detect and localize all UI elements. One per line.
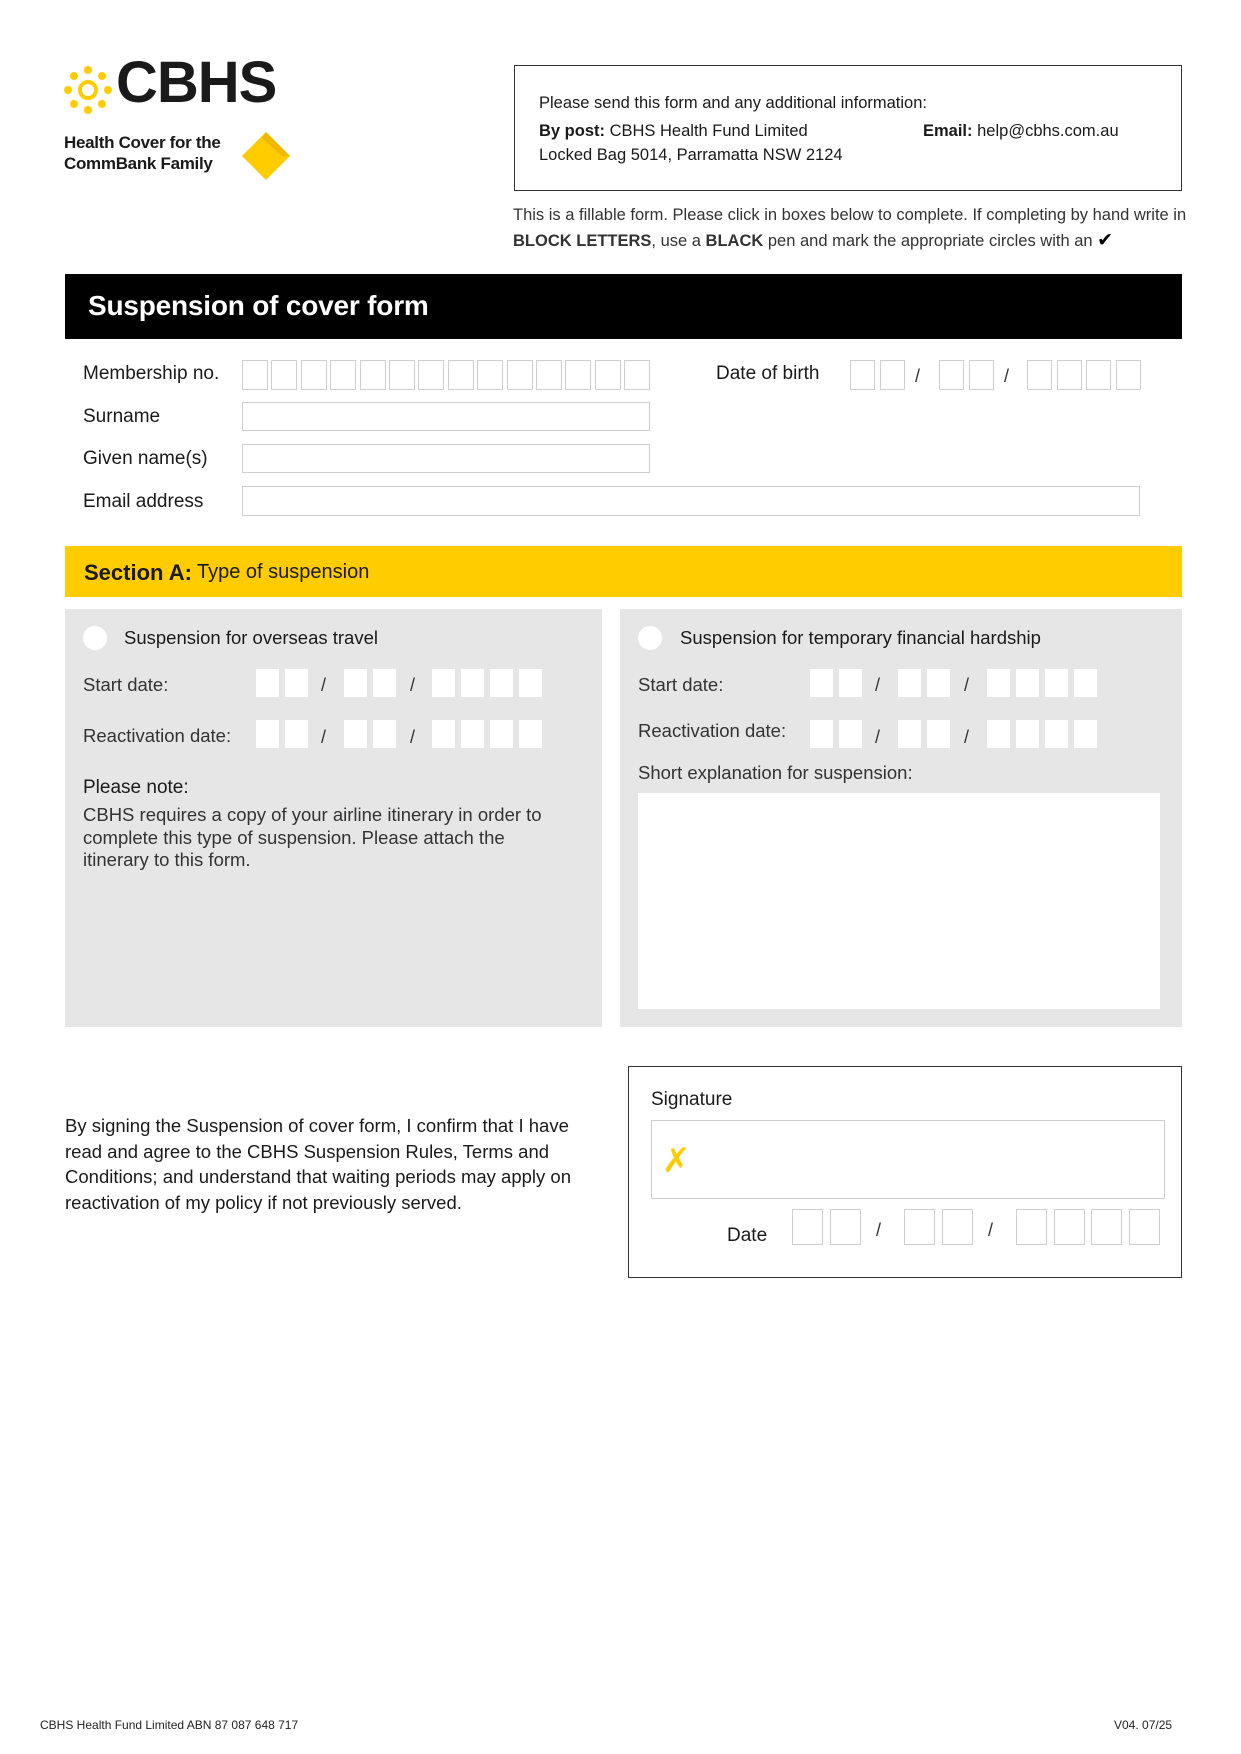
instructions-text-3: pen and mark the appropriate circles with an — [763, 232, 1098, 250]
given-names-input[interactable] — [242, 444, 650, 473]
signature-date-year-box[interactable] — [1054, 1209, 1085, 1245]
hardship-start-year-box[interactable] — [1016, 669, 1039, 697]
membership-digit-box[interactable] — [418, 360, 444, 390]
date-separator: / — [321, 727, 327, 747]
sun-icon — [64, 66, 112, 114]
post-label: By post: — [539, 122, 605, 140]
dob-label: Date of birth — [716, 363, 820, 384]
contact-post — [539, 122, 808, 141]
hardship-reactivation-year-box[interactable] — [987, 720, 1010, 748]
membership-digit-box[interactable] — [242, 360, 268, 390]
hardship-reactivation-year-box[interactable] — [1016, 720, 1039, 748]
dob-year-box[interactable] — [1027, 360, 1052, 390]
instructions-block-letters: BLOCK LETTERS — [513, 232, 652, 250]
date-separator: / — [321, 675, 327, 695]
dob-month-box[interactable] — [939, 360, 964, 390]
hardship-start-year-box[interactable] — [1074, 669, 1097, 697]
note-heading: Please note: — [83, 777, 189, 798]
membership-digit-box[interactable] — [477, 360, 503, 390]
logo-tagline — [64, 132, 220, 174]
signature-label: Signature — [651, 1089, 733, 1110]
signature-date-day-box[interactable] — [792, 1209, 823, 1245]
tick-icon: ✔ — [1097, 230, 1114, 251]
overseas-start-label: Start date: — [83, 674, 169, 695]
form-title: Suspension of cover form — [88, 290, 429, 321]
hardship-reactivation-label: Reactivation date: — [638, 720, 787, 741]
overseas-reactivation-month-box[interactable] — [373, 720, 396, 748]
date-separator: / — [875, 675, 881, 695]
membership-digit-box[interactable] — [448, 360, 474, 390]
hardship-start-day-box[interactable] — [810, 669, 833, 697]
hardship-start-year-box[interactable] — [987, 669, 1010, 697]
form-title-bar — [65, 274, 1182, 339]
post-line2: Locked Bag 5014, Parramatta NSW 2124 — [539, 146, 843, 164]
instructions-black: BLACK — [705, 232, 764, 250]
date-separator: / — [964, 675, 970, 695]
date-separator: / — [915, 366, 921, 386]
hardship-reactivation-year-box[interactable] — [1074, 720, 1097, 748]
email-value[interactable]: help@cbhs.com.au — [977, 122, 1119, 140]
given-names-label: Given name(s) — [83, 448, 208, 469]
surname-input[interactable] — [242, 402, 650, 431]
overseas-travel-option-label: Suspension for overseas travel — [124, 627, 378, 648]
hardship-start-month-box[interactable] — [898, 669, 921, 697]
signature-field[interactable] — [651, 1120, 1165, 1199]
overseas-reactivation-year-box[interactable] — [519, 720, 542, 748]
footer-version: V04. 07/25 — [1114, 1718, 1173, 1732]
financial-hardship-radio[interactable] — [638, 626, 662, 650]
dob-year-box[interactable] — [1057, 360, 1082, 390]
sign-here-mark-icon: ✗ — [662, 1142, 691, 1180]
contact-email — [923, 122, 1119, 141]
date-separator: / — [988, 1220, 994, 1240]
declaration-text: By signing the Suspension of cover form, I confirm that I have read and agree to the CBHS Suspension Rules, Terms and Conditions; and understand that waiting periods may apply on reactivation of my policy if not previously served. — [65, 1115, 571, 1213]
overseas-reactivation-day-box[interactable] — [256, 720, 279, 748]
hardship-start-year-box[interactable] — [1045, 669, 1068, 697]
section-a-heading: Section A: — [84, 560, 192, 585]
date-separator: / — [410, 727, 416, 747]
dob-month-box[interactable] — [969, 360, 994, 390]
overseas-travel-radio[interactable] — [83, 626, 107, 650]
date-separator: / — [876, 1220, 882, 1240]
post-line1: CBHS Health Fund Limited — [609, 122, 808, 140]
surname-label: Surname — [83, 406, 161, 427]
hardship-reactivation-month-box[interactable] — [898, 720, 921, 748]
logo-tagline-line1: Health Cover for the — [64, 133, 221, 152]
logo-tagline-line2: CommBank Family — [64, 154, 213, 173]
contact-box — [514, 65, 1182, 191]
signature-date-label: Date — [727, 1225, 768, 1246]
dob-day-box[interactable] — [850, 360, 875, 390]
section-a-title: Type of suspension — [197, 561, 370, 583]
membership-digit-box[interactable] — [389, 360, 415, 390]
overseas-start-month-box[interactable] — [373, 669, 396, 697]
dob-year-box[interactable] — [1086, 360, 1111, 390]
overseas-start-year-box[interactable] — [461, 669, 484, 697]
membership-label: Membership no. — [83, 363, 220, 384]
membership-digit-box[interactable] — [565, 360, 591, 390]
signature-date-day-box[interactable] — [830, 1209, 861, 1245]
hardship-start-month-box[interactable] — [927, 669, 950, 697]
membership-digit-box[interactable] — [507, 360, 533, 390]
dob-day-box[interactable] — [880, 360, 905, 390]
overseas-start-year-box[interactable] — [432, 669, 455, 697]
overseas-reactivation-year-box[interactable] — [490, 720, 513, 748]
date-separator: / — [410, 675, 416, 695]
signature-date-month-box[interactable] — [904, 1209, 935, 1245]
dob-year-box[interactable] — [1116, 360, 1141, 390]
hardship-start-day-box[interactable] — [839, 669, 862, 697]
overseas-start-year-box[interactable] — [519, 669, 542, 697]
instructions-text-2: , use a — [651, 232, 706, 250]
note-text: CBHS requires a copy of your airline itinerary in order to complete this type of suspension. Please attach the itinerary to this form. — [83, 804, 542, 870]
signature-date-year-box[interactable] — [1016, 1209, 1047, 1245]
signature-date-month-box[interactable] — [942, 1209, 973, 1245]
email-address-label: Email address — [83, 491, 204, 512]
section-a-bar — [65, 546, 1182, 597]
commbank-diamond-icon — [240, 130, 292, 182]
membership-digit-box[interactable] — [360, 360, 386, 390]
explanation-textarea[interactable] — [638, 793, 1160, 1009]
instructions-text-1: This is a fillable form. Please click in boxes below to complete. If completing by hand write in — [513, 206, 1187, 224]
overseas-reactivation-year-box[interactable] — [461, 720, 484, 748]
overseas-start-day-box[interactable] — [285, 669, 308, 697]
membership-digit-box[interactable] — [595, 360, 621, 390]
signature-box — [628, 1066, 1182, 1278]
financial-hardship-option-label: Suspension for temporary financial hardship — [680, 627, 1041, 648]
hardship-reactivation-month-box[interactable] — [927, 720, 950, 748]
date-separator: / — [1004, 366, 1010, 386]
membership-digit-box[interactable] — [301, 360, 327, 390]
hardship-start-label: Start date: — [638, 674, 724, 695]
membership-digit-box[interactable] — [536, 360, 562, 390]
overseas-reactivation-month-box[interactable] — [344, 720, 367, 748]
footer-abn: CBHS Health Fund Limited ABN 87 087 648 717 — [40, 1718, 299, 1732]
overseas-reactivation-year-box[interactable] — [432, 720, 455, 748]
membership-digit-box[interactable] — [271, 360, 297, 390]
logo-wordmark: CBHS — [116, 50, 277, 115]
membership-digit-box[interactable] — [330, 360, 356, 390]
hardship-reactivation-day-box[interactable] — [839, 720, 862, 748]
contact-intro: Please send this form and any additional information: — [539, 94, 927, 112]
overseas-start-month-box[interactable] — [344, 669, 367, 697]
hardship-reactivation-year-box[interactable] — [1045, 720, 1068, 748]
cbhs-logo — [64, 50, 304, 190]
overseas-start-day-box[interactable] — [256, 669, 279, 697]
date-separator: / — [875, 727, 881, 747]
date-separator: / — [964, 727, 970, 747]
hardship-reactivation-day-box[interactable] — [810, 720, 833, 748]
overseas-start-year-box[interactable] — [490, 669, 513, 697]
signature-date-year-box[interactable] — [1091, 1209, 1122, 1245]
overseas-reactivation-label: Reactivation date: — [83, 725, 232, 746]
email-address-input[interactable] — [242, 486, 1140, 516]
fill-instructions — [513, 203, 1193, 254]
explanation-label: Short explanation for suspension: — [638, 762, 913, 783]
email-label: Email: — [923, 122, 973, 140]
signature-date-year-box[interactable] — [1129, 1209, 1160, 1245]
overseas-reactivation-day-box[interactable] — [285, 720, 308, 748]
membership-digit-box[interactable] — [624, 360, 650, 390]
